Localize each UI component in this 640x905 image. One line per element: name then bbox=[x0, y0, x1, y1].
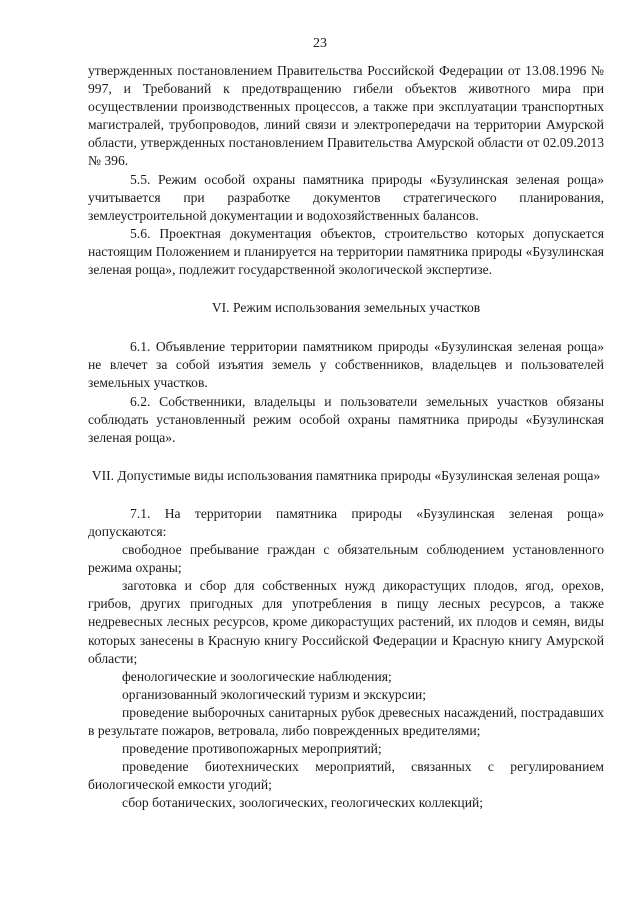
paragraph-5-6: 5.6. Проектная документация объектов, строительство которых допускается настоящим Положением и планируется на территории памятника природы «Бузулинская зеленая роща», подлежит государственной экологической экспертизе. bbox=[88, 225, 604, 278]
list-item: проведение противопожарных мероприятий; bbox=[122, 741, 382, 757]
paragraph-6-2: 6.2. Собственники, владельцы и пользователи земельных участков обязаны соблюдать установленный режим особой охраны памятника природы «Бузулинская зеленая роща». bbox=[88, 393, 604, 445]
list-item: проведение выборочных санитарных рубок древесных насаждений, пострадавших в результате пожаров, ветровала, либо поврежденных вредителями; bbox=[88, 704, 604, 738]
paragraph-5-5: 5.5. Режим особой охраны памятника природы «Бузулинская зеленая роща» учитывается при разработке документов стратегического планирования, землеустроительной документации и водохозяйственных балансов. bbox=[88, 171, 604, 223]
list-item: организованный экологический туризм и экскурсии; bbox=[122, 686, 427, 702]
document-body bbox=[88, 62, 604, 812]
intro-paragraph: утвержденных постановлением Правительства Российской Федерации от 13.08.1996 № 997, и Требований к предотвращению гибели объектов животного мира при осуществлении производственных процессов, а также при эксплуатации транспортных магистралей, трубопроводов, линий связи и электропередачи на территории Амурской области, утвержденных постановлением Правительства Амурской области от 02.09.2013 № 396. bbox=[88, 63, 604, 169]
list-item: свободное пребывание граждан с обязательным соблюдением установленного режима охраны; bbox=[88, 542, 604, 576]
list-item: сбор ботанических, зоологических, геологических коллекций; bbox=[122, 795, 484, 811]
section-heading-6: VI. Режим использования земельных участков bbox=[211, 300, 481, 316]
paragraph-6-1: 6.1. Объявление территории памятником природы «Бузулинская зеленая роща» не влечет за собой изъятия земель у собственников, владельцев и пользователей земельных участков. bbox=[88, 339, 604, 391]
page-number: 23 bbox=[313, 36, 327, 51]
list-item: заготовка и сбор для собственных нужд дикорастущих плодов, ягод, орехов, грибов, других пригодных для употребления в пищу лесных ресурсов, а также недревесных лесных ресурсов, кроме дикорастущих растений, их плодов и семян, виды которых занесены в Красную книгу Российской Федерации и Красную книгу Амурской области; bbox=[88, 578, 604, 666]
section-heading-7: VII. Допустимые виды использования памятника природы «Бузулинская зеленая роща» bbox=[91, 467, 601, 483]
list-item: фенологические и зоологические наблюдения; bbox=[122, 668, 392, 684]
list-item: проведение биотехнических мероприятий, связанных с регулированием биологической емкости угодий; bbox=[88, 759, 604, 793]
paragraph-7-1: 7.1. На территории памятника природы «Бузулинская зеленая роща» допускаются: bbox=[88, 505, 604, 539]
